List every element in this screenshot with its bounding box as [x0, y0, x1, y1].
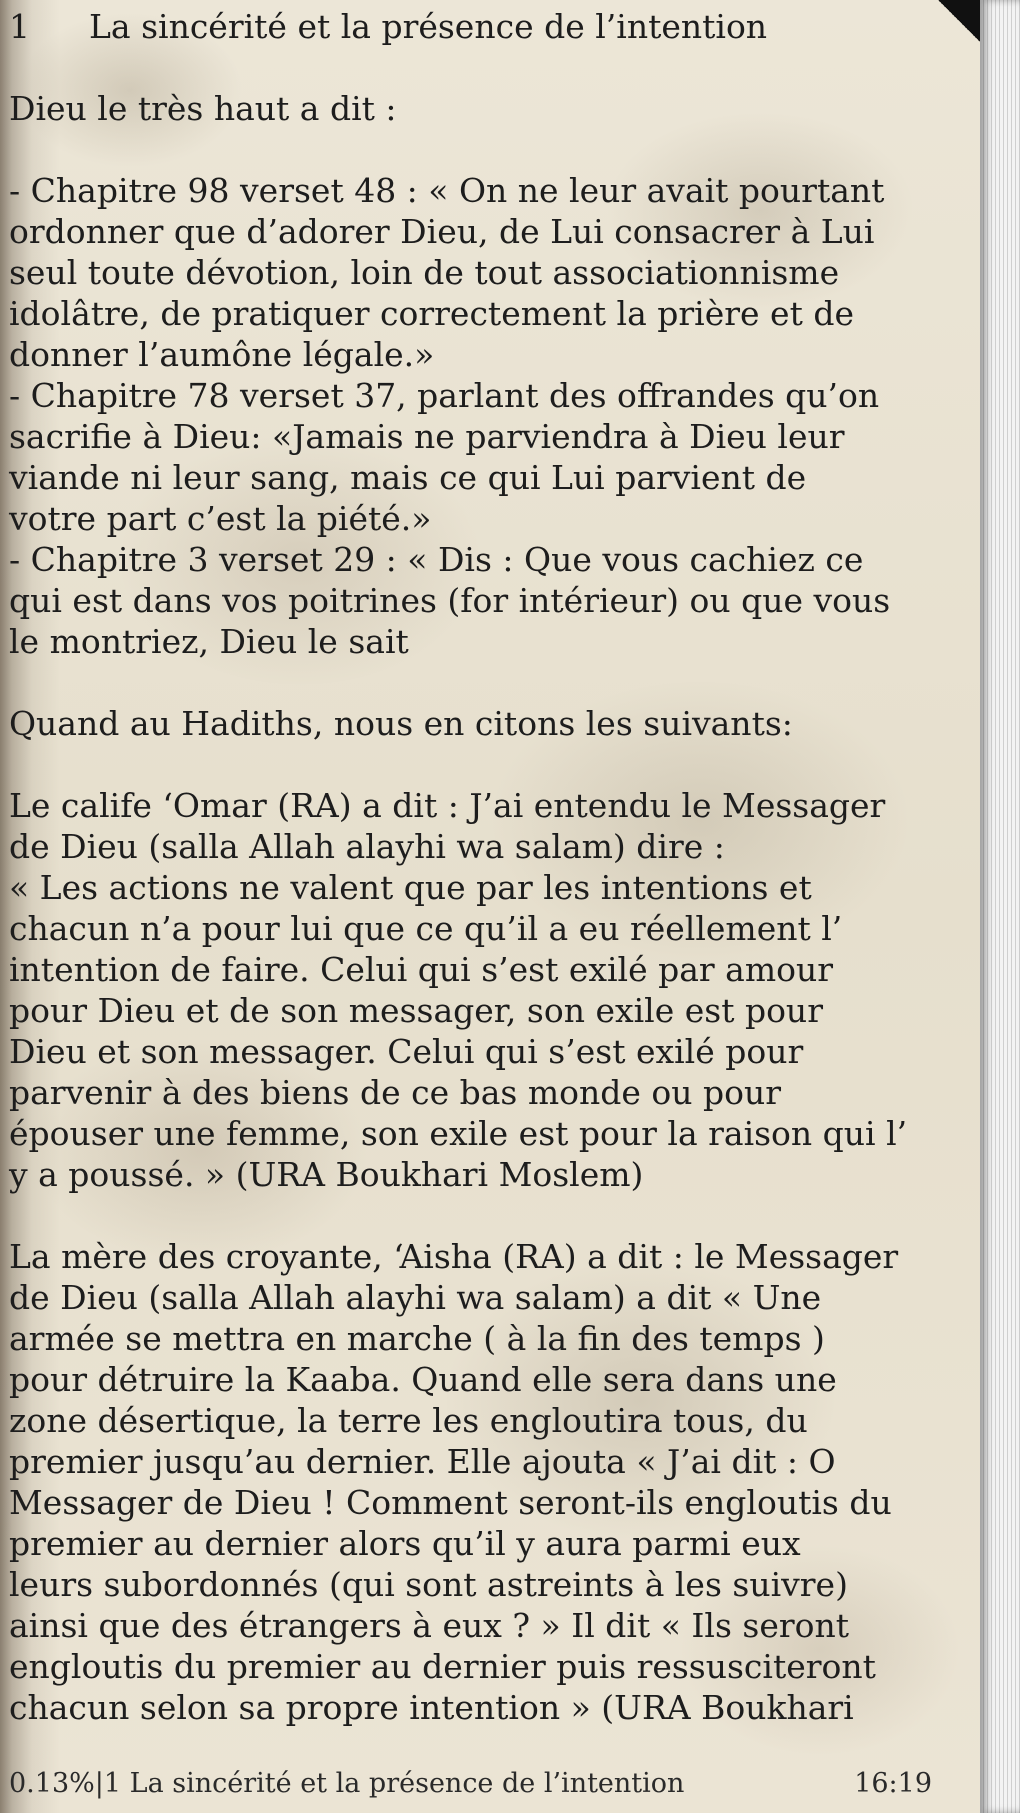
text-line: donner l’aumône légale.» — [9, 335, 435, 374]
text-line: Messager de Dieu ! Comment seront-ils engloutis du — [9, 1483, 892, 1522]
page-curl-corner[interactable] — [938, 0, 980, 42]
status-separator: | — [94, 1768, 104, 1799]
page-content — [9, 6, 974, 1728]
text-line: armée se mettra en marche ( à la fin des temps ) — [9, 1319, 825, 1358]
text-line: de Dieu (salla Allah alayhi wa salam) a dit « Une — [9, 1278, 822, 1317]
paragraph — [9, 785, 974, 1195]
text-line: ainsi que des étrangers à eux ? » Il dit « Ils seront — [9, 1606, 850, 1645]
text-line: y a poussé. » (URA Boukhari Moslem) — [9, 1155, 644, 1194]
spacer — [9, 47, 974, 88]
text-line: premier jusqu’au dernier. Elle ajouta « J’ai dit : O — [9, 1442, 836, 1481]
paragraph — [9, 170, 974, 662]
reading-progress: 0.13% — [9, 1768, 95, 1799]
text-line: le montriez, Dieu le sait — [9, 622, 409, 661]
text-line: zone désertique, la terre les engloutira tous, du — [9, 1401, 808, 1440]
text-line: qui est dans vos poitrines (for intérieur) ou que vous — [9, 581, 891, 620]
text-line: « Les actions ne valent que par les intentions et — [9, 868, 812, 907]
chapter-heading — [9, 6, 974, 47]
text-line: votre part c’est la piété.» — [9, 499, 432, 538]
page-stack-edge — [980, 0, 1020, 1813]
text-line: épouser une femme, son exile est pour la raison qui l’ — [9, 1114, 908, 1153]
text-line: - Chapitre 98 verset 48 : « On ne leur avait pourtant — [9, 171, 885, 210]
paragraph-spacer — [9, 744, 974, 785]
text-line: ordonner que d’adorer Dieu, de Lui consacrer à Lui — [9, 212, 875, 251]
reader-status-bar — [9, 1764, 932, 1804]
text-line: sacrifie à Dieu: «Jamais ne parviendra à Dieu leur — [9, 417, 845, 456]
text-line: La mère des croyante, ‘Aisha (RA) a dit : le Messager — [9, 1237, 899, 1276]
paragraph — [9, 88, 974, 129]
text-line: de Dieu (salla Allah alayhi wa salam) dire : — [9, 827, 725, 866]
text-line: viande ni leur sang, mais ce qui Lui parvient de — [9, 458, 807, 497]
paragraph-spacer — [9, 662, 974, 703]
chapter-title: La sincérité et la présence de l’intention — [89, 7, 768, 46]
paragraph — [9, 703, 974, 744]
text-line: parvenir à des biens de ce bas monde ou pour — [9, 1073, 782, 1112]
text-line: premier au dernier alors qu’il y aura parmi eux — [9, 1524, 801, 1563]
paragraph-spacer — [9, 129, 974, 170]
text-line: idolâtre, de pratiquer correctement la prière et de — [9, 294, 854, 333]
text-line: chacun n’a pour lui que ce qu’il a eu réellement l’ — [9, 909, 843, 948]
text-line: Quand au Hadiths, nous en citons les suivants: — [9, 704, 793, 743]
text-line: chacun selon sa propre intention » (URA Boukhari — [9, 1688, 854, 1727]
text-line: engloutis du premier au dernier puis ressusciteront — [9, 1647, 876, 1686]
paragraph — [9, 1236, 974, 1728]
text-line: Dieu et son messager. Celui qui s’est exilé pour — [9, 1032, 804, 1071]
text-line: Le calife ‘Omar (RA) a dit : J’ai entendu le Messager — [9, 786, 886, 825]
text-line: leurs subordonnés (qui sont astreints à les suivre) — [9, 1565, 848, 1604]
paragraph-spacer — [9, 1195, 974, 1236]
text-line: - Chapitre 78 verset 37, parlant des offrandes qu’on — [9, 376, 880, 415]
text-line: intention de faire. Celui qui s’est exilé par amour — [9, 950, 834, 989]
text-line: pour détruire la Kaaba. Quand elle sera dans une — [9, 1360, 837, 1399]
text-line: Dieu le très haut a dit : — [9, 89, 397, 128]
status-chapter-label: 1 La sincérité et la présence de l’intention — [103, 1768, 685, 1799]
text-line: seul toute dévotion, loin de tout associationnisme — [9, 253, 840, 292]
text-line: pour Dieu et de son messager, son exile est pour — [9, 991, 823, 1030]
status-time: 16:19 — [854, 1768, 932, 1799]
text-line: - Chapitre 3 verset 29 : « Dis : Que vous cachiez ce — [9, 540, 864, 579]
chapter-number: 1 — [9, 7, 30, 46]
chapter-body — [9, 88, 974, 1728]
